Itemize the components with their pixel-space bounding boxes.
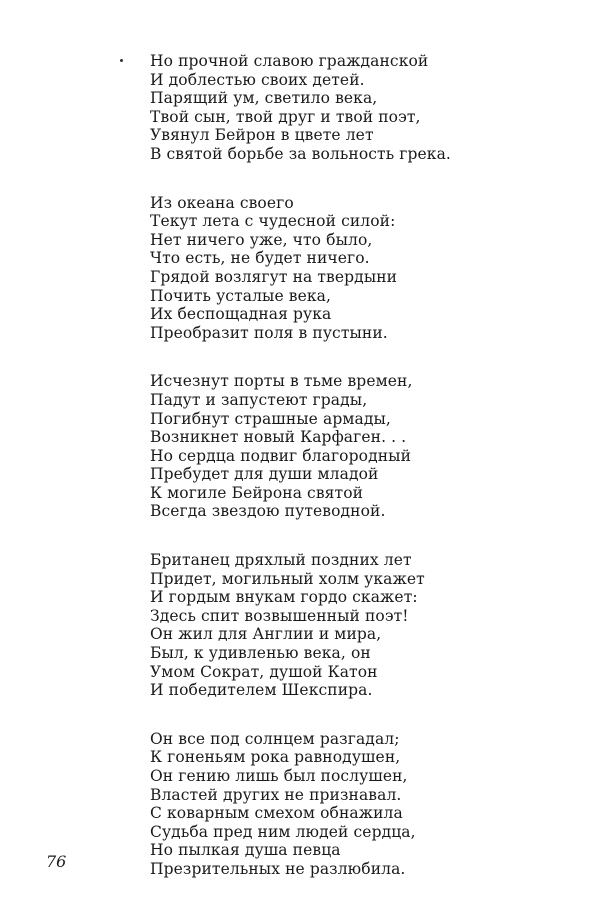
poem-line: В святой борьбе за вольность грека.: [150, 144, 451, 163]
poem-line: К могиле Бейрона святой: [150, 483, 364, 502]
poem-line: С коварным смехом обнажила: [150, 804, 403, 823]
poem-line: К гоненьям рока равнодушен,: [150, 748, 401, 767]
stanza-4: [150, 551, 450, 700]
poem-line: Британец дряхлый поздних лет: [150, 551, 412, 570]
poem-line: Всегда звездою путеводной.: [150, 502, 386, 521]
poem-line: Он все под солнцем разгадал;: [150, 729, 400, 748]
poem-line: Грядой возлягут на твердыни: [150, 267, 398, 286]
poem-line: Был, к удивленью века, он: [150, 644, 371, 663]
poem-line: Текут лета с чудесной силой:: [150, 212, 396, 231]
poem-line: Что есть, не будет ничего.: [150, 249, 370, 268]
poem-line: Он гению лишь был послушен,: [150, 767, 408, 785]
poem-line: Пребудет для души младой: [150, 465, 379, 484]
poem-line: Возникнет новый Карфаген. . .: [150, 428, 407, 447]
poem-line: Судьба пред ним людей сердца,: [150, 822, 416, 841]
poem-line: Парящий ум, светило века,: [150, 89, 378, 108]
stanza-5: [150, 730, 450, 879]
poem-line: Падут и запустеют грады,: [150, 390, 368, 409]
poem-line: И победителем Шекспира.: [150, 681, 373, 700]
poem-line: Их беспощадная рука: [150, 305, 332, 324]
poem-line: Придет, могильный холм укажет: [150, 569, 425, 588]
poem-line: Властей других не признавал.: [150, 785, 402, 804]
poem-line: Исчезнут порты в тьме времен,: [150, 372, 413, 391]
poem-line: Нет ничего уже, что было,: [150, 230, 373, 249]
poem-line: И гордым внукам гордо скажет:: [150, 588, 418, 607]
stanza-3: [150, 372, 450, 521]
poem-line: Но прочной славою гражданской: [150, 52, 429, 70]
poem-line: Но сердца подвиг благородный: [150, 446, 412, 465]
ink-speck: [120, 59, 123, 62]
poem-line: Увянул Бейрон в цвете лет: [150, 126, 374, 145]
poem-line: Но пылкая душа певца: [150, 841, 341, 860]
stanza-2: [150, 194, 450, 343]
poem-line: И доблестью своих детей.: [150, 70, 365, 89]
poem-line: Презрительных не разлюбила.: [150, 859, 406, 878]
poem-line: Погибнут страшные армады,: [150, 409, 391, 428]
page-number: 76: [46, 852, 67, 871]
stanza-1: [150, 52, 450, 164]
poem-line: Почить усталые века,: [150, 286, 332, 305]
poem-line: Здесь спит возвышенный поэт!: [150, 606, 409, 625]
poem-line: Он жил для Англии и мира,: [150, 625, 382, 644]
poem-line: Преобразит поля в пустыни.: [150, 323, 388, 342]
poem-line: Умом Сократ, душой Катон: [150, 662, 378, 681]
poem-line: Твой сын, твой друг и твой поэт,: [150, 107, 421, 126]
poem-text: [150, 52, 450, 909]
poem-line: Из океана своего: [150, 193, 294, 212]
